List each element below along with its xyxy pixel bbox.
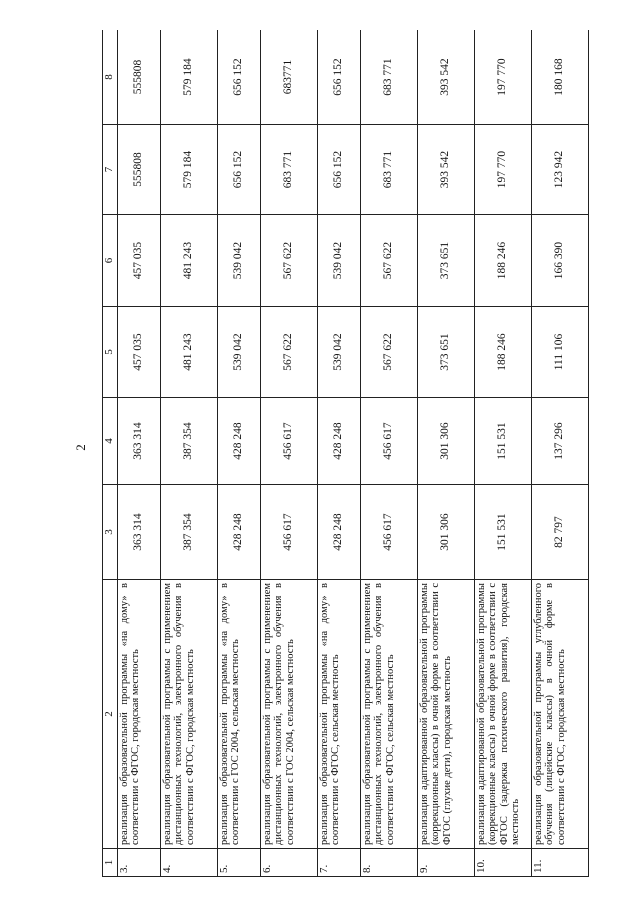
row-description: реализация образовательной программы «на дому» в соответствии с ФГОС, сельская местность — [317, 580, 360, 849]
header-cell: 4 — [103, 398, 118, 485]
table-row — [217, 30, 260, 877]
page-number: 2 — [72, 444, 88, 451]
value-cell: 481 243 — [160, 215, 217, 307]
row-index: 10. — [474, 849, 531, 877]
value-cell: 428 248 — [217, 398, 260, 485]
document-table-container — [102, 30, 607, 877]
value-cell: 683771 — [260, 30, 317, 125]
value-cell: 579 184 — [160, 30, 217, 125]
value-cell: 656 152 — [317, 30, 360, 125]
table-row — [317, 30, 360, 877]
value-cell: 579 184 — [160, 125, 217, 215]
row-description: реализация образовательной программы с применением дистанционных технологий, электронного обучения в соответствии с ГОС 2004, сельская местность — [260, 580, 317, 849]
row-index: 9. — [417, 849, 474, 877]
cost-table — [102, 30, 589, 877]
value-cell: 151 531 — [474, 398, 531, 485]
table-row — [531, 30, 588, 877]
row-index: 8. — [360, 849, 417, 877]
value-cell: 567 622 — [360, 307, 417, 398]
value-cell: 456 617 — [360, 398, 417, 485]
value-cell: 555808 — [117, 30, 160, 125]
value-cell: 567 622 — [360, 215, 417, 307]
row-description: реализация адаптированной образовательной программы (коррекционные классы) в очной форме в соответствии с ФГОС (глухие дети), городская местность — [417, 580, 474, 849]
value-cell: 539 042 — [217, 215, 260, 307]
row-description: реализация адаптированной образовательной программы (коррекционные классы) в очной форме в соответствии с ФГОС (задержка психического развития), городская местность — [474, 580, 531, 849]
value-cell: 363 314 — [117, 398, 160, 485]
value-cell: 188 246 — [474, 215, 531, 307]
header-cell: 2 — [103, 580, 118, 849]
row-description: реализация образовательной программы «на дому» в соответствии с ФГОС, городская местность — [117, 580, 160, 849]
value-cell: 683 771 — [260, 125, 317, 215]
row-index: 4. — [160, 849, 217, 877]
value-cell: 180 168 — [531, 30, 588, 125]
value-cell: 683 771 — [360, 125, 417, 215]
value-cell: 656 152 — [217, 30, 260, 125]
value-cell: 393 542 — [417, 30, 474, 125]
value-cell: 428 248 — [317, 398, 360, 485]
table-row — [260, 30, 317, 877]
value-cell: 457 035 — [117, 215, 160, 307]
header-cell: 7 — [103, 125, 118, 215]
row-index: 3. — [117, 849, 160, 877]
value-cell: 111 106 — [531, 307, 588, 398]
row-description: реализация образовательной программы с применением дистанционных технологий, электронного обучения в соответствии с ФГОС, городская местность — [160, 580, 217, 849]
row-index: 11. — [531, 849, 588, 877]
header-cell: 6 — [103, 215, 118, 307]
value-cell: 555808 — [117, 125, 160, 215]
value-cell: 387 354 — [160, 398, 217, 485]
value-cell: 456 617 — [260, 398, 317, 485]
value-cell: 137 296 — [531, 398, 588, 485]
value-cell: 656 152 — [317, 125, 360, 215]
rotated-table — [102, 30, 607, 877]
row-description: реализация образовательной программы углубленного обучения (лицейские классы) в очной форме в соответствии с ФГОС, городская местность — [531, 580, 588, 849]
value-cell: 456 617 — [360, 485, 417, 580]
header-cell: 5 — [103, 307, 118, 398]
value-cell: 539 042 — [317, 307, 360, 398]
value-cell: 166 390 — [531, 215, 588, 307]
value-cell: 567 622 — [260, 307, 317, 398]
value-cell: 457 035 — [117, 307, 160, 398]
row-description: реализация образовательной программы «на дому» в соответствии с ГОС 2004, сельская местность — [217, 580, 260, 849]
value-cell: 151 531 — [474, 485, 531, 580]
table-row — [117, 30, 160, 877]
value-cell: 539 042 — [217, 307, 260, 398]
value-cell: 301 306 — [417, 485, 474, 580]
value-cell: 481 243 — [160, 307, 217, 398]
value-cell: 387 354 — [160, 485, 217, 580]
value-cell: 683 771 — [360, 30, 417, 125]
value-cell: 428 248 — [317, 485, 360, 580]
value-cell: 188 246 — [474, 307, 531, 398]
row-index: 6. — [260, 849, 317, 877]
row-index: 7. — [317, 849, 360, 877]
value-cell: 539 042 — [317, 215, 360, 307]
value-cell: 123 942 — [531, 125, 588, 215]
value-cell: 656 152 — [217, 125, 260, 215]
value-cell: 373 651 — [417, 215, 474, 307]
value-cell: 301 306 — [417, 398, 474, 485]
header-cell: 1 — [103, 849, 118, 877]
value-cell: 363 314 — [117, 485, 160, 580]
table-row — [160, 30, 217, 877]
value-cell: 197 770 — [474, 125, 531, 215]
value-cell: 82 797 — [531, 485, 588, 580]
table-row — [417, 30, 474, 877]
value-cell: 197 770 — [474, 30, 531, 125]
header-cell: 3 — [103, 485, 118, 580]
header-cell: 8 — [103, 30, 118, 125]
row-description: реализация образовательной программы с применением дистанционных технологий, электронного обучения в соответствии с ФГОС, сельская местность — [360, 580, 417, 849]
value-cell: 428 248 — [217, 485, 260, 580]
value-cell: 393 542 — [417, 125, 474, 215]
header-row — [103, 30, 118, 877]
table-row — [360, 30, 417, 877]
value-cell: 456 617 — [260, 485, 317, 580]
value-cell: 373 651 — [417, 307, 474, 398]
value-cell: 567 622 — [260, 215, 317, 307]
row-index: 5. — [217, 849, 260, 877]
table-row — [474, 30, 531, 877]
